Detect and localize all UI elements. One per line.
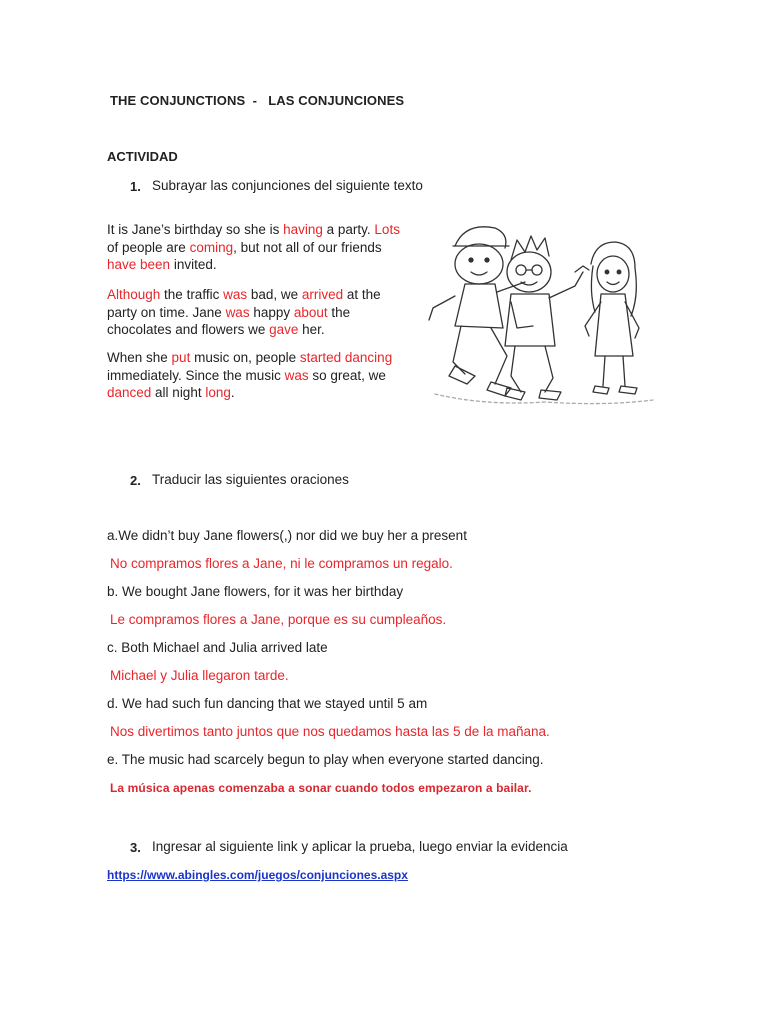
sentence-d-translation: Nos divertimos tanto juntos que nos quedamos hasta las 5 de la mañana.: [110, 724, 550, 739]
paragraph-3: [107, 349, 407, 402]
paragraph-text: the chocolates and flowers we: [107, 304, 351, 337]
paragraph-2: [107, 286, 407, 339]
dancing-kids-illustration: [425, 216, 660, 416]
highlighted-word: started dancing: [299, 350, 393, 365]
activity-heading: ACTIVIDAD: [107, 149, 178, 164]
item-3: [130, 839, 568, 857]
sentence-a-english: a.We didn’t buy Jane flowers(,) nor did we buy her a present: [107, 528, 467, 543]
paragraph-1: [107, 221, 407, 274]
highlighted-word: having: [283, 222, 323, 237]
paragraph-text: at the party on time. Jane: [107, 287, 381, 320]
item-1-text: Subrayar las conjunciones del siguiente texto: [152, 178, 423, 193]
paragraph-text: music on, people: [190, 350, 300, 365]
paragraph-text: so great, we: [308, 367, 386, 383]
page-title: THE CONJUNCTIONS - LAS CONJUNCIONES: [110, 93, 405, 108]
paragraph-text: the traffic: [160, 287, 224, 302]
highlighted-word: was: [223, 287, 248, 302]
highlighted-word: long: [205, 385, 231, 400]
item-1: [130, 178, 423, 196]
item-3-number: 3.: [130, 840, 141, 855]
paragraph-text: .: [230, 385, 235, 400]
paragraph-text: immediately. Since the music: [107, 367, 285, 383]
item-2: [130, 472, 349, 490]
sentence-c-english: c. Both Michael and Julia arrived late: [107, 640, 328, 655]
item-3-text: Ingresar al siguiente link y aplicar la prueba, luego enviar la evidencia: [152, 839, 568, 854]
paragraph-text: bad, we: [247, 287, 302, 302]
highlighted-word: was: [284, 367, 309, 383]
paragraph-text: all night: [151, 385, 206, 400]
highlighted-word: have been: [107, 257, 171, 272]
paragraph-text: a party.: [322, 222, 375, 237]
paragraph-text: It is Jane’s birthday so she is: [107, 222, 284, 237]
highlighted-word: put: [171, 350, 191, 365]
sentence-b-english: b. We bought Jane flowers, for it was her birthday: [107, 584, 404, 599]
sentence-a-translation: No compramos flores a Jane, ni le compramos un regalo.: [110, 556, 453, 571]
sentence-c-translation: Michael y Julia llegaron tarde.: [110, 668, 289, 683]
highlighted-word: danced: [107, 385, 152, 400]
paragraph-text: , but not all of our friends: [233, 239, 382, 255]
highlighted-word: about: [293, 304, 328, 320]
highlighted-word: gave: [269, 322, 299, 337]
sentence-e-english: e. The music had scarcely begun to play when everyone started dancing.: [107, 752, 544, 767]
paragraph-text: When she: [107, 350, 172, 365]
paragraph-text: her.: [298, 322, 325, 337]
sentence-b-translation: Le compramos flores a Jane, porque es su cumpleaños.: [110, 612, 447, 627]
conjunctions-test-link[interactable]: https://www.abingles.com/juegos/conjunciones.aspx: [107, 868, 408, 882]
highlighted-word: Although: [107, 287, 161, 302]
highlighted-word: coming: [189, 239, 234, 255]
sentence-d-english: d. We had such fun dancing that we stayed until 5 am: [107, 696, 428, 711]
highlighted-word: was: [225, 304, 250, 320]
paragraph-text: of people are: [107, 239, 190, 255]
item-1-number: 1.: [130, 179, 141, 194]
item-2-number: 2.: [130, 473, 141, 488]
paragraph-text: happy: [249, 304, 294, 320]
paragraph-text: invited.: [170, 257, 217, 272]
highlighted-word: arrived: [301, 287, 344, 302]
sentence-e-translation: La música apenas comenzaba a sonar cuando todos empezaron a bailar.: [110, 781, 532, 795]
item-2-text: Traducir las siguientes oraciones: [152, 472, 349, 487]
highlighted-word: Lots: [374, 222, 400, 237]
